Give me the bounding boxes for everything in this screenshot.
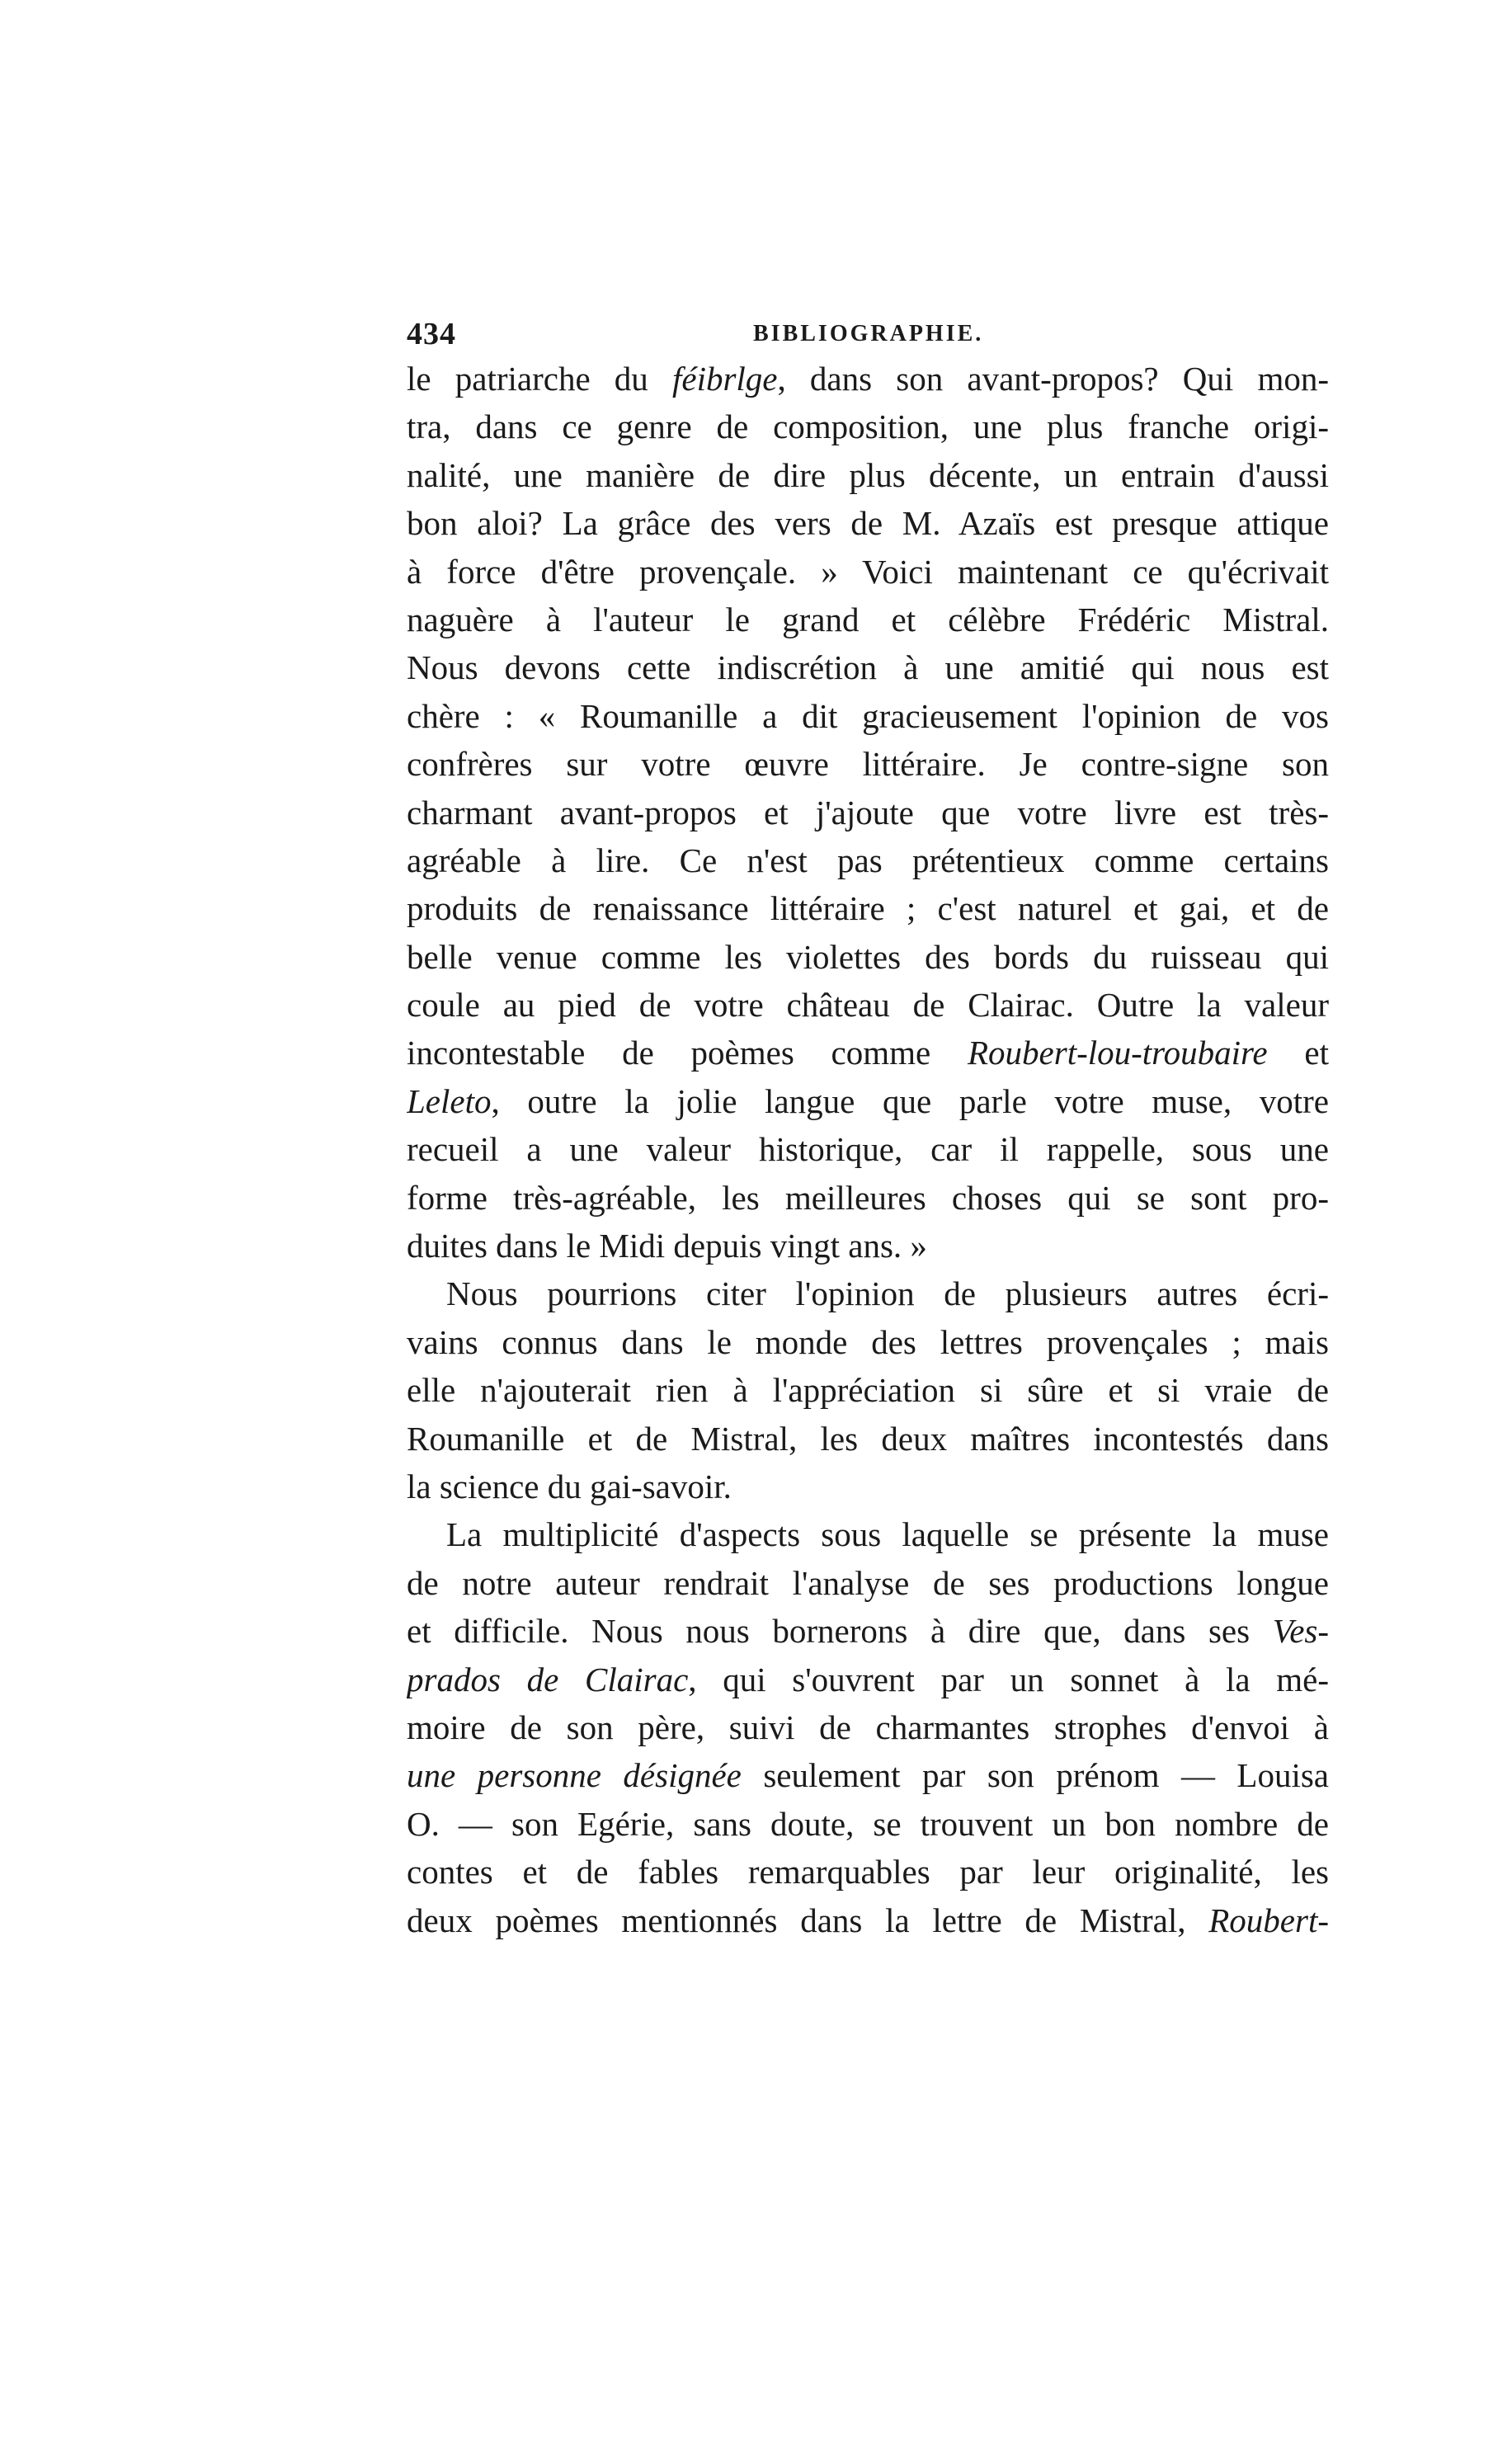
text-run: confrères sur votre œuvre littéraire. Je contre-signe son <box>407 745 1329 784</box>
text-run: , dans son avant-propos? Qui mon- <box>777 360 1329 398</box>
text-run: recueil a une valeur historique, car il rappelle, sous une <box>407 1130 1329 1169</box>
text-line <box>407 1077 1329 1125</box>
text-run: elle n'ajouterait rien à l'appréciation si sûre et si vraie de <box>407 1371 1329 1410</box>
text-line <box>407 1751 1329 1799</box>
text-line <box>407 1463 1329 1510</box>
text-run: Nous pourrions citer l'opinion de plusieurs autres écri- <box>446 1274 1329 1313</box>
text-line <box>407 884 1329 932</box>
text-line <box>407 1270 1329 1317</box>
text-line <box>407 933 1329 981</box>
text-run: vains connus dans le monde des lettres provençales ; mais <box>407 1322 1329 1361</box>
text-run: bon aloi? La grâce des vers de M. Azaïs est presque attique <box>407 504 1329 543</box>
text-run: contes et de fables remarquables par leur originalité, les <box>407 1853 1329 1891</box>
text-line <box>407 1125 1329 1173</box>
page-number: 434 <box>407 317 456 351</box>
text-run: belle venue comme les violettes des bords du ruisseau qui <box>407 937 1329 976</box>
italic-run: Ves- <box>1272 1612 1329 1651</box>
text-run: incontestable de poèmes comme <box>407 1034 968 1072</box>
text-line <box>407 1607 1329 1655</box>
text-line <box>407 451 1329 499</box>
text-line <box>407 1318 1329 1366</box>
text-line <box>407 1222 1329 1270</box>
text-line <box>407 1703 1329 1751</box>
text-run: de notre auteur rendrait l'analyse de ses productions longue <box>407 1563 1329 1602</box>
text-line <box>407 981 1329 1029</box>
text-run: duites dans le Midi depuis vingt ans. » <box>407 1227 927 1265</box>
text-run: coule au pied de votre château de Clairac. Outre la valeur <box>407 986 1329 1025</box>
text-run: , outre la jolie langue que parle votre muse, votre <box>491 1081 1329 1120</box>
text-line <box>407 1559 1329 1607</box>
text-line <box>407 1029 1329 1076</box>
text-run: seulement par son prénom — Louisa <box>741 1756 1329 1795</box>
text-line <box>407 548 1329 596</box>
text-line <box>407 1656 1329 1703</box>
text-line <box>407 740 1329 788</box>
italic-run: une personne désignée <box>407 1756 742 1795</box>
body-text <box>407 355 1329 1944</box>
italic-run: Roubert- <box>1208 1901 1329 1939</box>
text-line <box>407 403 1329 450</box>
text-line <box>407 692 1329 740</box>
italic-run: féibrlge <box>671 360 778 398</box>
text-line <box>407 1800 1329 1848</box>
text-line <box>407 355 1329 403</box>
text-run: , qui s'ouvrent par un sonnet à la mé- <box>688 1660 1329 1698</box>
italic-run: Roubert-lou-troubaire <box>968 1034 1268 1072</box>
text-run: produits de renaissance littéraire ; c'est naturel et gai, et de <box>407 889 1329 928</box>
text-run: la science du gai-savoir. <box>407 1467 732 1505</box>
page-header <box>407 316 1329 356</box>
text-line <box>407 643 1329 691</box>
text-run: Roumanille et de Mistral, les deux maîtres incontestés dans <box>407 1419 1329 1458</box>
italic-run: prados de Clairac <box>407 1660 689 1698</box>
text-run: à force d'être provençale. » Voici maintenant ce qu'écrivait <box>407 552 1329 591</box>
text-run: Nous devons cette indiscrétion à une amitié qui nous est <box>407 648 1329 687</box>
italic-run: Leleto <box>407 1081 492 1120</box>
text-line <box>407 596 1329 643</box>
text-line <box>407 836 1329 884</box>
text-run: agréable à lire. Ce n'est pas prétentieux comme certains <box>407 841 1329 879</box>
text-run: naguère à l'auteur le grand et célèbre Frédéric Mistral. <box>407 600 1329 638</box>
text-run: moire de son père, suivi de charmantes strophes d'envoi à <box>407 1708 1329 1746</box>
text-run: et <box>1267 1034 1329 1072</box>
running-head: BIBLIOGRAPHIE. <box>753 321 984 346</box>
text-run: La multiplicité d'aspects sous laquelle se présente la muse <box>446 1515 1329 1554</box>
text-line <box>407 1415 1329 1463</box>
text-run: charmant avant-propos et j'ajoute que votre livre est très- <box>407 793 1329 831</box>
text-run: et difficile. Nous nous bornerons à dire que, dans ses <box>407 1612 1273 1651</box>
text-run: O. — son Egérie, sans doute, se trouvent un bon nombre de <box>407 1804 1329 1843</box>
text-line <box>407 1510 1329 1558</box>
text-line <box>407 789 1329 836</box>
text-run: forme très-agréable, les meilleures choses qui se sont pro- <box>407 1178 1329 1217</box>
text-line <box>407 499 1329 547</box>
text-run: tra, dans ce genre de composition, une plus franche origi- <box>407 408 1329 446</box>
text-run: chère : « Roumanille a dit gracieusement l'opinion de vos <box>407 696 1329 735</box>
text-run: nalité, une manière de dire plus décente, un entrain d'aussi <box>407 455 1329 494</box>
text-line <box>407 1174 1329 1222</box>
text-line <box>407 1366 1329 1414</box>
text-run: deux poèmes mentionnés dans la lettre de Mistral, <box>407 1901 1209 1939</box>
text-line <box>407 1848 1329 1896</box>
text-line <box>407 1896 1329 1944</box>
text-run: le patriarche du <box>407 360 672 398</box>
